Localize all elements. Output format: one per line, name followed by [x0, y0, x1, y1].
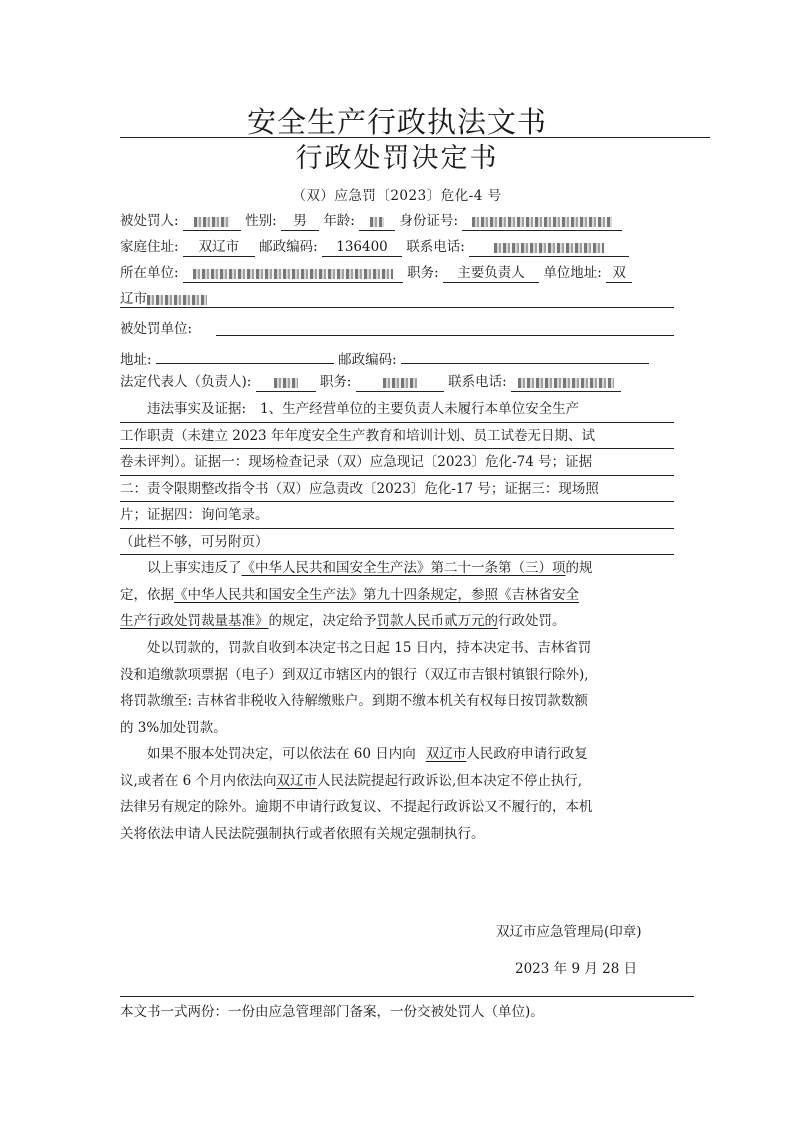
appeal-court-city: 双辽市: [276, 772, 317, 789]
payment-line-1: 处以罚款的，罚款自收到本决定书之日起 15 日内，持本决定书、吉林省罚: [147, 640, 592, 656]
work-unit-label: 所在单位:: [120, 265, 179, 281]
document-title: 行政处罚决定书: [295, 143, 499, 174]
appeal-text-b: 人民政府申请行政复: [466, 746, 588, 762]
work-unit-value: [183, 264, 403, 283]
facts-and-evidence: [120, 396, 674, 555]
position-label: 职务:: [407, 265, 439, 281]
footer-rule: [120, 996, 694, 997]
appeal-text-c: 议,或者在 6 个月内依法向: [120, 772, 277, 789]
appeal-line-4: 关将依法申请人民法院强制执行或者依照有关规定强制执行。: [120, 825, 485, 842]
legal-rep-position-value: [356, 373, 444, 392]
penalized-person-label: 被处罚人:: [120, 213, 179, 229]
person-info-row-2: [120, 236, 629, 258]
facts-line-2: 工作职责（未建立 2023 年年度安全生产教育和培训计划、员工试卷无日期、试: [120, 423, 674, 450]
age-value: [359, 212, 395, 231]
org-row-1: [120, 318, 192, 340]
payment-paragraph: [120, 635, 674, 741]
legal-rep-position-label: 职务:: [319, 374, 352, 390]
facts-note: （此栏不够，可另附页）: [120, 529, 674, 556]
decision-paragraph: [120, 555, 674, 635]
postcode-label: 邮政编码:: [259, 239, 318, 255]
basis-law: 《中华人民共和国安全生产法》第九十四条规定，参照《吉林省安全: [174, 586, 579, 603]
basis-standard: 生产行政处罚裁量基准》: [120, 613, 269, 629]
issuing-authority-seal: 双辽市应急管理局(印章): [496, 924, 642, 940]
org-row-3: [120, 371, 621, 393]
org-postcode-value: [401, 345, 649, 364]
copies-note: 本文书一式两份：一份由应急管理部门备案，一份交被处罚人（单位)。: [120, 1004, 544, 1020]
home-address-label: 家庭住址:: [120, 239, 179, 255]
facts-line-5: 片；证据四：询问笔录。: [120, 502, 674, 529]
p1-text-e: 行政处罚。: [498, 613, 566, 629]
phone-value: [469, 238, 629, 257]
org-row-2: [120, 345, 649, 367]
person-info-row-3: [120, 262, 632, 284]
id-number-label: 身份证号:: [399, 213, 459, 229]
document-number: （双）应急罚〔2023〕危化-4 号: [292, 188, 502, 204]
penalized-person-name: [183, 212, 241, 231]
org-postcode-label: 邮政编码:: [338, 352, 397, 368]
legal-rep-label: 法定代表人（负责人):: [120, 374, 252, 390]
unit-address-value: 双: [606, 264, 632, 283]
org-address-value: [156, 345, 334, 364]
unit-address-label: 单位地址:: [543, 265, 602, 281]
appeal-paragraph: [120, 741, 674, 847]
facts-line-1: 1、生产经营单位的主要负责人未履行本单位安全生产: [260, 401, 580, 417]
legal-rep-phone-label: 联系电话:: [448, 374, 507, 390]
age-label: 年龄:: [323, 213, 355, 229]
phone-label: 联系电话:: [406, 239, 465, 255]
payment-line-2: 没和追缴款项票据（电子）到双辽市辖区内的银行（双辽市吉银村镇银行除外),: [120, 666, 589, 683]
home-address-value: 双辽市: [183, 238, 255, 257]
id-number-value: [462, 212, 622, 231]
facts-line-3: 卷未评判）。证据一：现场检查记录（双）应急现记〔2023〕危化-74 号；证据: [120, 449, 674, 476]
unit-address-cont-text: 辽市: [120, 291, 147, 307]
p1-text-a: 以上事实违反了: [147, 560, 242, 576]
gender-value: 男: [281, 212, 319, 231]
person-info-row-1: [120, 210, 622, 232]
appeal-text-d: 人民法院提起行政诉讼,但本决定不停止执行,: [316, 772, 583, 789]
payment-line-4: 的 3%加处罚款。: [120, 719, 227, 736]
appeal-text-a: 如果不服本处罚决定，可以依法在 60 日内向: [147, 746, 416, 762]
gender-label: 性别:: [245, 213, 277, 229]
penalized-org-label: 被处罚单位:: [120, 321, 193, 337]
violated-law: 《中华人民共和国安全生产法》第二十一条第（三）项: [241, 560, 566, 576]
issue-date: 2023 年 9 月 28 日: [515, 961, 638, 977]
penalized-org-rule: [216, 335, 674, 336]
p1-text-d: 的规定，决定给予: [268, 613, 377, 629]
p1-text-b: 的规: [565, 560, 593, 576]
unit-address-rule: [120, 307, 674, 308]
appeal-line-3: 法律另有规定的除外。逾期不申请行政复议、不提起行政诉讼又不履行的，本机: [120, 799, 593, 815]
org-address-label: 地址:: [120, 352, 152, 368]
p1-text-c: 定，依据: [120, 586, 174, 603]
facts-line-4: 二：责令限期整改指令书（双）应急责改〔2023〕危化-17 号；证据三：现场照: [120, 476, 674, 503]
facts-label: 违法事实及证据:: [147, 401, 247, 417]
appeal-government-city: 双辽市: [425, 746, 467, 762]
position-value: 主要负责人: [443, 264, 539, 283]
payment-line-3: 将罚款缴至: 吉林省非税收入待解缴账户。到期不缴本机关有权每日按罚款数额: [120, 693, 588, 709]
fine-amount: 罚款人民币贰万元的: [376, 613, 498, 629]
postcode-value: 136400: [322, 238, 402, 257]
legal-rep-value: [256, 373, 316, 392]
legal-rep-phone-value: [511, 373, 621, 392]
document-category-title: 安全生产行政执法文书: [246, 105, 547, 139]
